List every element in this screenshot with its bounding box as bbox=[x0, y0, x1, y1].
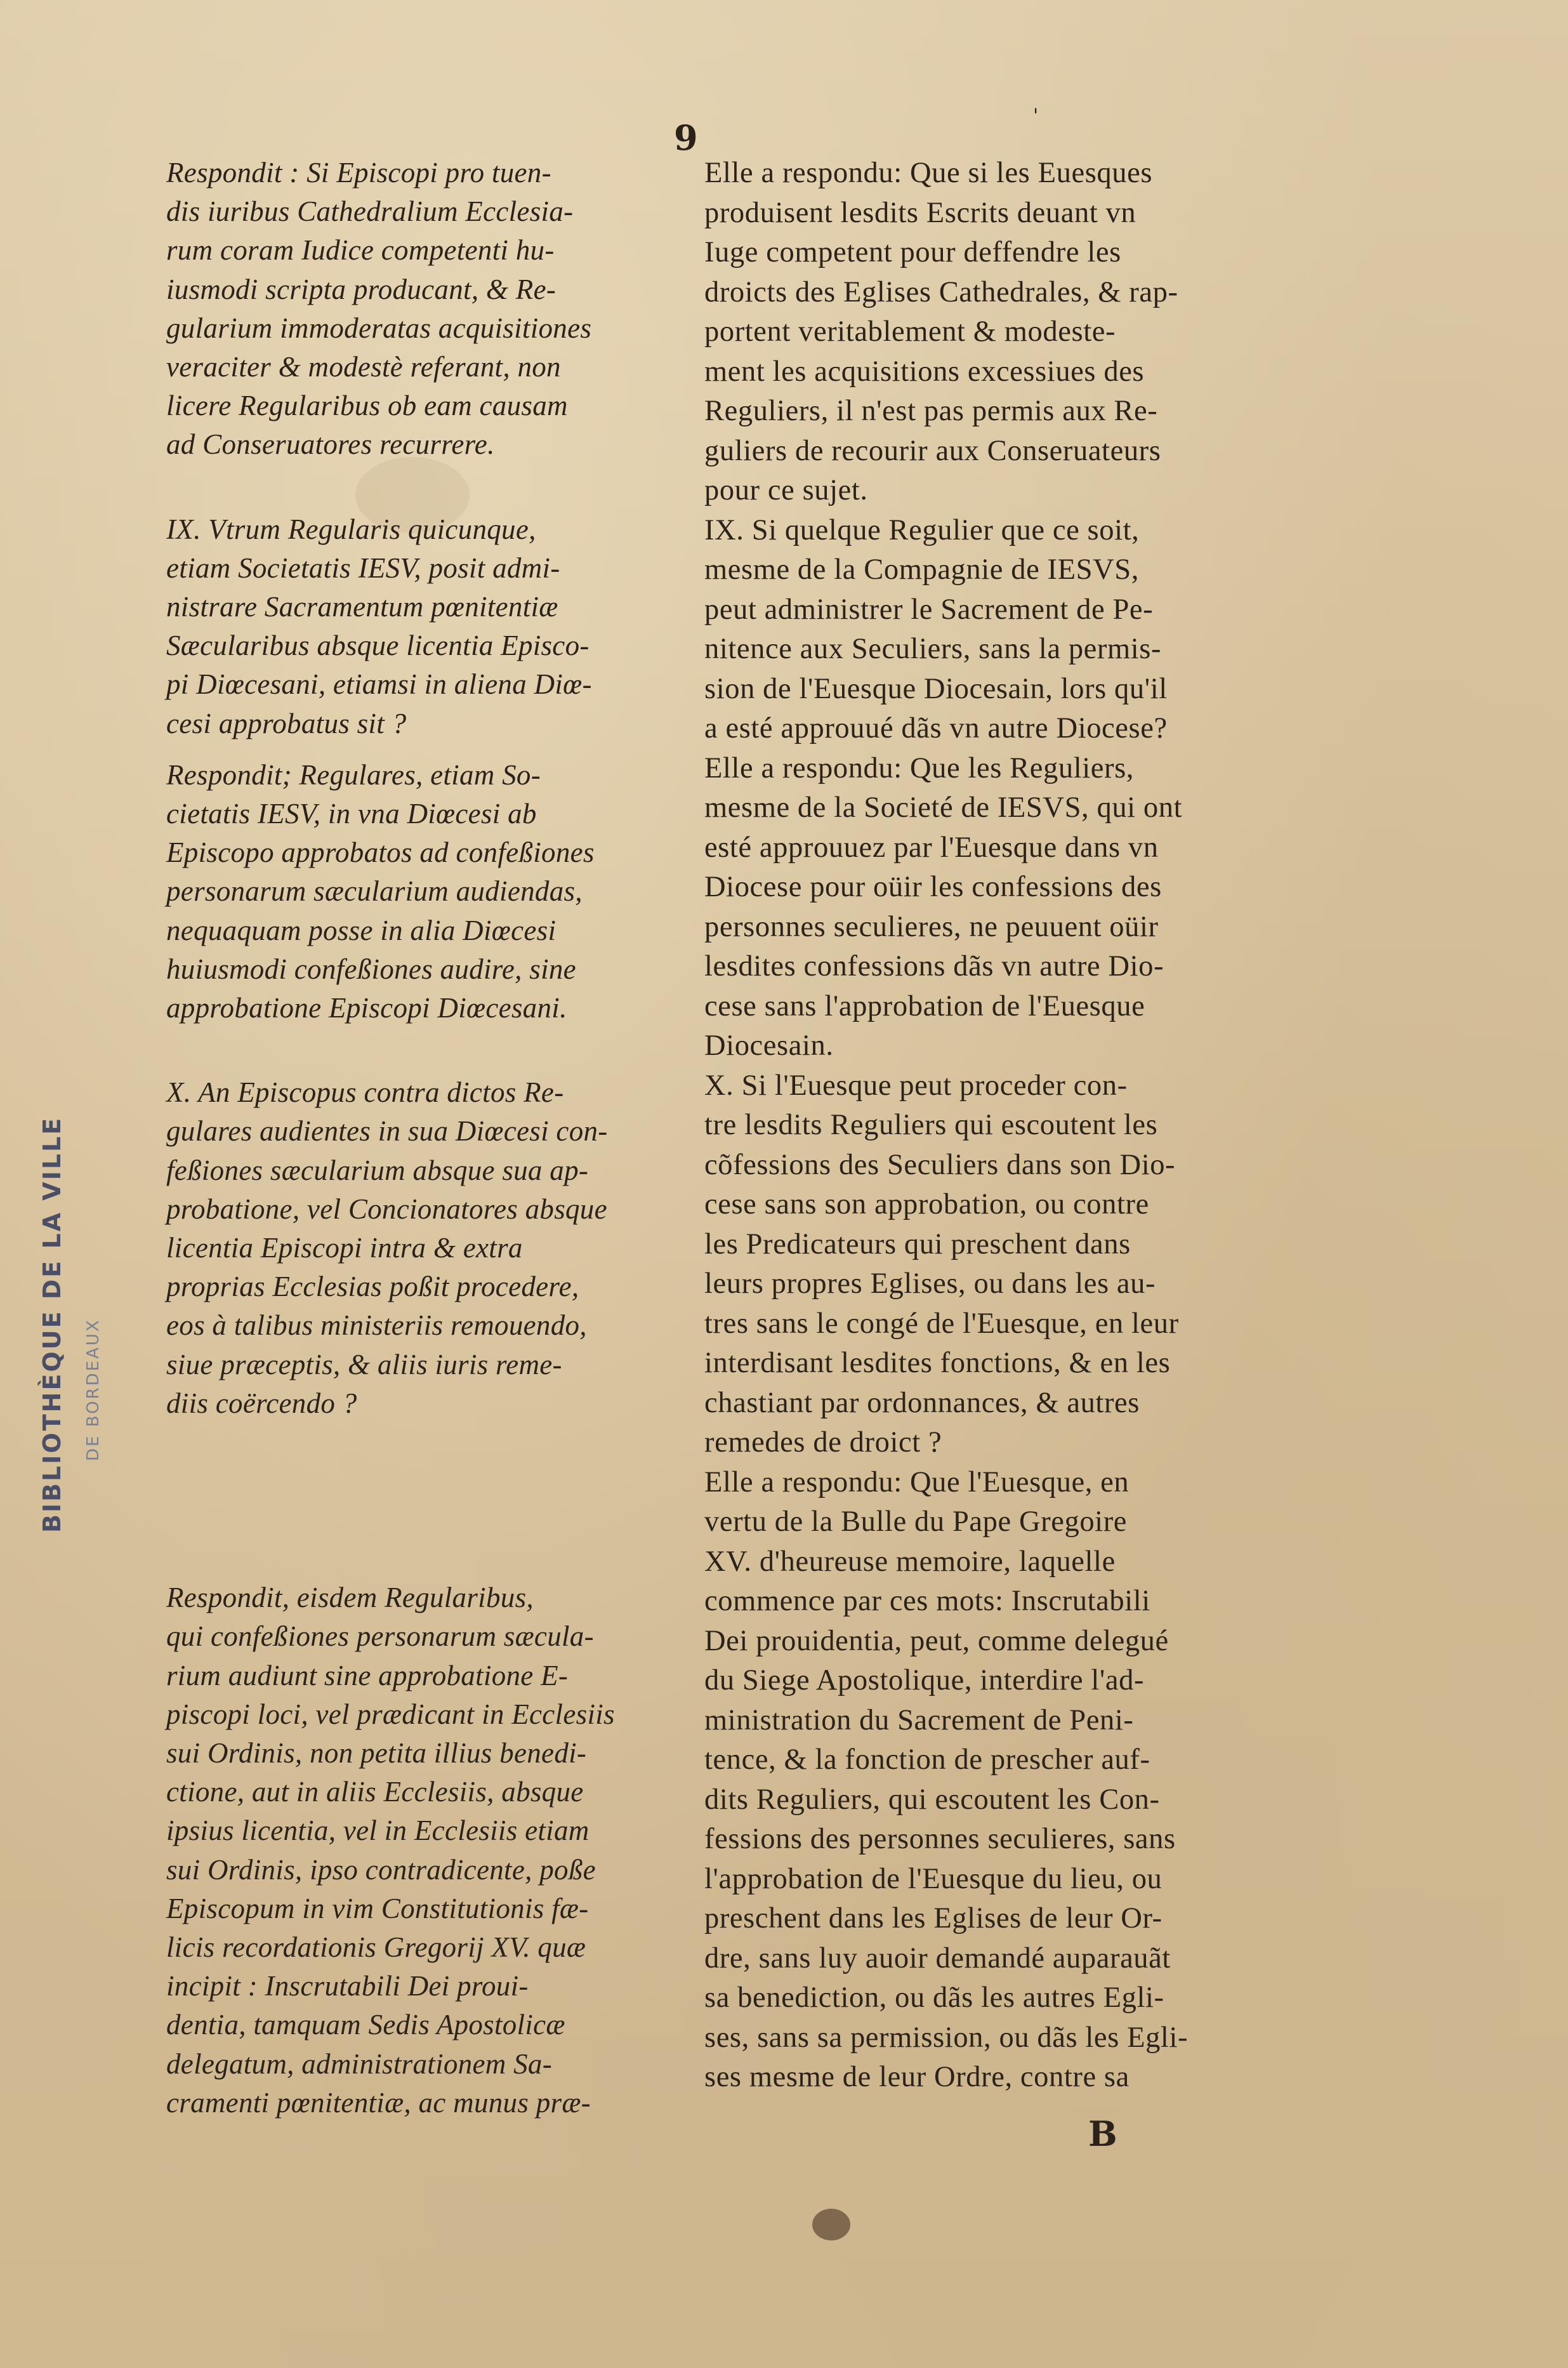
text-line: approbatione Episcopi Diœcesani. bbox=[166, 992, 567, 1024]
text-line: Dei prouidentia, peut, comme delegué bbox=[704, 1624, 1169, 1657]
text-line: rium audiunt sine approbatione E- bbox=[166, 1659, 569, 1691]
latin-answer-ix bbox=[166, 756, 680, 1028]
text-line: huiusmodi confeßiones audire, sine bbox=[166, 953, 576, 985]
text-line: licere Regularibus ob eam causam bbox=[166, 390, 568, 422]
text-line: cese sans l'approbation de l'Euesque bbox=[704, 989, 1145, 1022]
text-line: X. An Episcopus contra dictos Re- bbox=[166, 1076, 564, 1109]
text-line: dits Reguliers, qui escoutent les Con- bbox=[704, 1783, 1160, 1816]
french-question-ix bbox=[704, 511, 1275, 749]
text-line: Iuge competent pour deffendre les bbox=[704, 236, 1121, 268]
text-line: l'approbation de l'Euesque du lieu, ou bbox=[704, 1862, 1163, 1895]
text-line: leurs propres Eglises, ou dans les au- bbox=[704, 1267, 1156, 1300]
text-line: Episcopo approbatos ad confeßiones bbox=[166, 837, 595, 869]
text-line: Sæcularibus absque licentia Episco- bbox=[166, 630, 590, 662]
text-line: dre, sans luy auoir demandé auparauãt bbox=[704, 1941, 1171, 1974]
text-line: sui Ordinis, non petita illius benedi- bbox=[166, 1736, 587, 1769]
text-line: ad Conseruatores recurrere. bbox=[166, 428, 495, 461]
printer-mark: ' bbox=[1033, 105, 1039, 127]
text-line: nitence aux Seculiers, sans la permis- bbox=[704, 633, 1162, 665]
text-line: chastiant par ordonnances, & autres bbox=[704, 1386, 1140, 1419]
library-stamp: BIBLIOTHÈQUE DE LA VILLE bbox=[38, 1116, 66, 1533]
text-line: sa benediction, ou dãs les autres Egli- bbox=[704, 1981, 1164, 2014]
text-line: Episcopum in vim Constitutionis fæ- bbox=[166, 1892, 589, 1924]
text-line: eos à talibus ministeriis remouendo, bbox=[166, 1309, 587, 1342]
text-line: tres sans le congé de l'Euesque, en leur bbox=[704, 1307, 1179, 1340]
french-paragraph-1 bbox=[704, 154, 1275, 511]
text-line: interdisant lesdites fonctions, & en les bbox=[704, 1347, 1171, 1379]
text-line: cõfessions des Seculiers dans son Dio- bbox=[704, 1148, 1176, 1181]
text-line: cesi approbatus sit ? bbox=[166, 707, 407, 739]
text-line: piscopi loci, vel prædicant in Ecclesiis bbox=[166, 1698, 615, 1730]
text-line: IX. Si quelque Regulier que ce soit, bbox=[704, 513, 1140, 546]
text-line: Diocese pour oüir les confessions des bbox=[704, 871, 1162, 903]
text-line: etiam Societatis IESV, posit admi- bbox=[166, 552, 560, 584]
text-line: sion de l'Euesque Diocesain, lors qu'il bbox=[704, 672, 1168, 705]
text-line: licis recordationis Gregorij XV. quæ bbox=[166, 1931, 586, 1963]
text-line: lesdites confessions dãs vn autre Dio- bbox=[704, 950, 1164, 982]
text-line: pi Diœcesani, etiamsi in aliena Diœ- bbox=[166, 668, 592, 701]
text-line: nequaquam posse in alia Diœcesi bbox=[166, 914, 557, 946]
text-line: les Predicateurs qui preschent dans bbox=[704, 1227, 1131, 1260]
text-line: Elle a respondu: Que les Reguliers, bbox=[704, 751, 1134, 784]
latin-question-x bbox=[166, 1073, 680, 1423]
signature-mark: B bbox=[1088, 2113, 1117, 2154]
text-line: personarum sæcularium audiendas, bbox=[166, 875, 583, 908]
text-line: pour ce sujet. bbox=[704, 474, 868, 506]
library-stamp-sub: DE BORDEAUX bbox=[84, 1318, 103, 1461]
text-line: X. Si l'Euesque peut proceder con- bbox=[704, 1069, 1128, 1102]
text-line: personnes seculieres, ne peuuent oüir bbox=[704, 910, 1159, 943]
latin-question-ix bbox=[166, 510, 680, 743]
text-line: ipsius licentia, vel in Ecclesiis etiam bbox=[166, 1815, 590, 1847]
text-line: ctione, aut in aliis Ecclesiis, absque bbox=[166, 1776, 584, 1808]
text-line: cietatis IESV, in vna Diœcesi ab bbox=[166, 798, 537, 830]
text-line: esté approuuez par l'Euesque dans vn bbox=[704, 831, 1159, 864]
french-answer-ix bbox=[704, 749, 1275, 1066]
latin-column bbox=[166, 154, 680, 2122]
text-line: ment les acquisitions excessiues des bbox=[704, 355, 1145, 388]
latin-paragraph-1 bbox=[166, 154, 680, 465]
text-line: ministration du Sacrement de Peni- bbox=[704, 1703, 1134, 1736]
text-line: guliers de recourir aux Conseruateurs bbox=[704, 434, 1161, 467]
text-line: preschent dans les Eglises de leur Or- bbox=[704, 1902, 1163, 1935]
text-line: mesme de la Compagnie de IESVS, bbox=[704, 553, 1139, 586]
latin-answer-x bbox=[166, 1578, 680, 2122]
text-line: cese sans son approbation, ou contre bbox=[704, 1188, 1149, 1220]
text-line: Elle a respondu: Que l'Euesque, en bbox=[704, 1465, 1130, 1498]
text-line: delegatum, administrationem Sa- bbox=[166, 2047, 552, 2080]
text-line: tre lesdits Reguliers qui escoutent les bbox=[704, 1109, 1158, 1141]
text-line: incipit : Inscrutabili Dei proui- bbox=[166, 1970, 529, 2002]
french-question-x bbox=[704, 1066, 1275, 1463]
text-line: gulares audientes in sua Diœcesi con- bbox=[166, 1115, 608, 1148]
text-line: IX. Vtrum Regularis quicunque, bbox=[166, 513, 536, 545]
text-line: dentia, tamquam Sedis Apostolicæ bbox=[166, 2009, 565, 2041]
text-line: remedes de droict ? bbox=[704, 1426, 942, 1459]
text-line: droicts des Eglises Cathedrales, & rap- bbox=[704, 275, 1178, 308]
text-line: iusmodi scripta producant, & Re- bbox=[166, 273, 557, 305]
text-line: probatione, vel Concionatores absque bbox=[166, 1193, 607, 1225]
text-line: Reguliers, il n'est pas permis aux Re- bbox=[704, 395, 1158, 427]
text-line: Elle a respondu: Que si les Euesques bbox=[704, 157, 1153, 189]
ink-blot bbox=[812, 2209, 850, 2240]
text-line: commence par ces mots: Inscrutabili bbox=[704, 1585, 1150, 1617]
text-line: feßiones sæcularium absque sua ap- bbox=[166, 1154, 589, 1186]
text-line: du Siege Apostolique, interdire l'ad- bbox=[704, 1664, 1145, 1697]
text-line: qui confeßiones personarum sæcula- bbox=[166, 1620, 594, 1653]
text-line: mesme de la Societé de IESVS, qui ont bbox=[704, 791, 1183, 824]
text-line: rum coram Iudice competenti hu- bbox=[166, 234, 555, 267]
text-line: tence, & la fonction de prescher auf- bbox=[704, 1743, 1150, 1776]
text-line: XV. d'heureuse memoire, laquelle bbox=[704, 1545, 1116, 1578]
text-line: ses, sans sa permission, ou dãs les Egli- bbox=[704, 2021, 1189, 2054]
text-line: gularium immoderatas acquisitiones bbox=[166, 312, 592, 344]
text-line: produisent lesdits Escrits deuant vn bbox=[704, 196, 1136, 229]
text-line: Respondit : Si Episcopi pro tuen- bbox=[166, 157, 551, 189]
text-line: dis iuribus Cathedralium Ecclesia- bbox=[166, 195, 574, 228]
page-number: 9 bbox=[674, 117, 698, 158]
text-line: fessions des personnes seculieres, sans bbox=[704, 1823, 1176, 1855]
text-line: licentia Episcopi intra & extra bbox=[166, 1232, 523, 1264]
text-line: nistrare Sacramentum pœnitentiæ bbox=[166, 591, 558, 623]
text-line: siue præceptis, & aliis iuris reme- bbox=[166, 1348, 562, 1380]
text-line: sui Ordinis, ipso contradicente, poße bbox=[166, 1853, 596, 1886]
french-answer-x bbox=[704, 1463, 1275, 2098]
text-line: cramenti pœnitentiæ, ac munus præ- bbox=[166, 2086, 591, 2119]
text-line: diis coërcendo ? bbox=[166, 1387, 357, 1419]
text-line: ses mesme de leur Ordre, contre sa bbox=[704, 2061, 1130, 2093]
text-line: Respondit, eisdem Regularibus, bbox=[166, 1582, 534, 1614]
text-line: a esté approuué dãs vn autre Diocese? bbox=[704, 712, 1168, 744]
text-line: peut administrer le Sacrement de Pe- bbox=[704, 593, 1154, 626]
text-line: veraciter & modestè referant, non bbox=[166, 351, 561, 383]
text-line: portent veritablement & modeste- bbox=[704, 315, 1116, 348]
text-line: Diocesain. bbox=[704, 1029, 834, 1062]
text-line: proprias Ecclesias poßit procedere, bbox=[166, 1271, 579, 1303]
text-line: vertu de la Bulle du Pape Gregoire bbox=[704, 1505, 1128, 1538]
french-column bbox=[704, 154, 1275, 2098]
text-line: Respondit; Regulares, etiam So- bbox=[166, 758, 541, 791]
